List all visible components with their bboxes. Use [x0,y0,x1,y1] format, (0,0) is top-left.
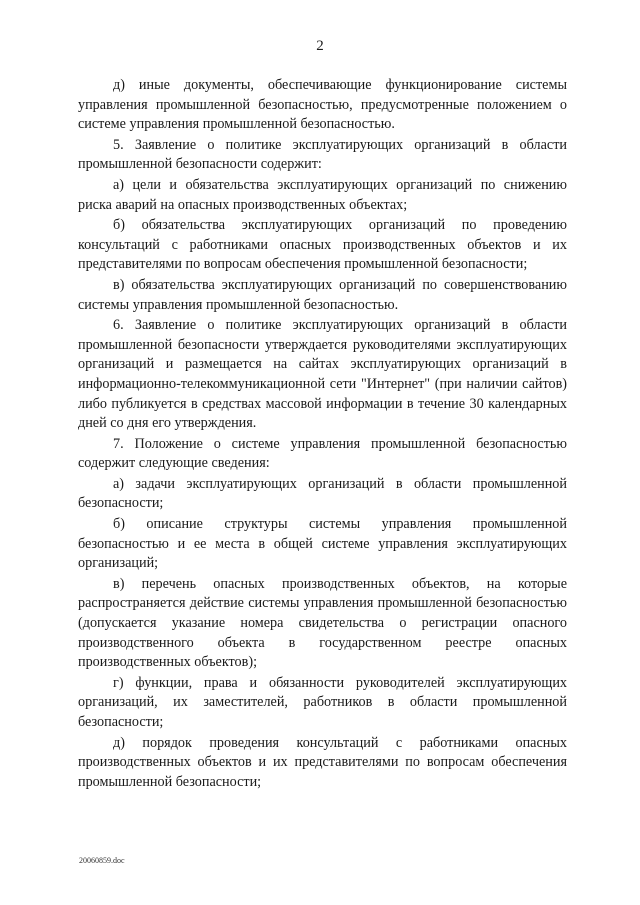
paragraph-5c-improvement: в) обязательства эксплуатирующих организаций по совершенствованию системы управления промышленной безопасностью. [78,276,567,313]
paragraph-7-regulation: 7. Положение о системе управления промышленной безопасностью содержит следующие сведения: [78,435,567,472]
paragraph-7a-tasks: а) задачи эксплуатирующих организаций в области промышленной безопасности; [78,475,567,512]
paragraph-7b-structure: б) описание структуры системы управления промышленной безопасностью и ее места в общей системе управления эксплуатирующих организаций; [78,516,567,572]
document-body [78,76,567,793]
paragraph-5-policy-statement: 5. Заявление о политике эксплуатирующих организаций в области промышленной безопасности содержит: [78,136,567,173]
paragraph-7d-functions: г) функции, права и обязанности руководителей эксплуатирующих организаций, их заместителей, работников в области промышленной безопасности; [78,674,567,730]
paragraph-7e-consultation-procedure: д) порядок проведения консультаций с работниками опасных производственных объектов и их представителями по вопросам обеспечения промышленной безопасности; [78,734,567,790]
paragraph-6-approval: 6. Заявление о политике эксплуатирующих организаций в области промышленной безопасности утверждается руководителями эксплуатирующих организаций и размещается на сайтах эксплуатирующих организаций в информационно-телекоммуникационной сети "Интернет" (при наличии сайтов) либо публикуется в средствах массовой информации в течение 30 календарных дней со дня его утверждения. [78,317,567,432]
paragraph-5a-goals: а) цели и обязательства эксплуатирующих организаций по снижению риска аварий на опасных производственных объектах; [78,176,567,213]
page-number: 2 [316,38,324,54]
paragraph-item-d-other-documents: д) иные документы, обеспечивающие функционирование системы управления промышленной безопасностью, предусмотренные положением о системе управления промышленной безопасностью. [78,77,567,133]
paragraph-7c-objects-list: в) перечень опасных производственных объектов, на которые распространяется действие системы управления промышленной безопасностью (допускается указание номера свидетельства о регистрации опасного производственного объекта в государственном реестре опасных производственных объектов); [78,575,567,671]
paragraph-5b-consultations: б) обязательства эксплуатирующих организаций по проведению консультаций с работниками опасных производственных объектов и их представителями по вопросам обеспечения промышленной безопасности; [78,217,567,273]
footer-filename: 20060859.doc [79,856,125,865]
